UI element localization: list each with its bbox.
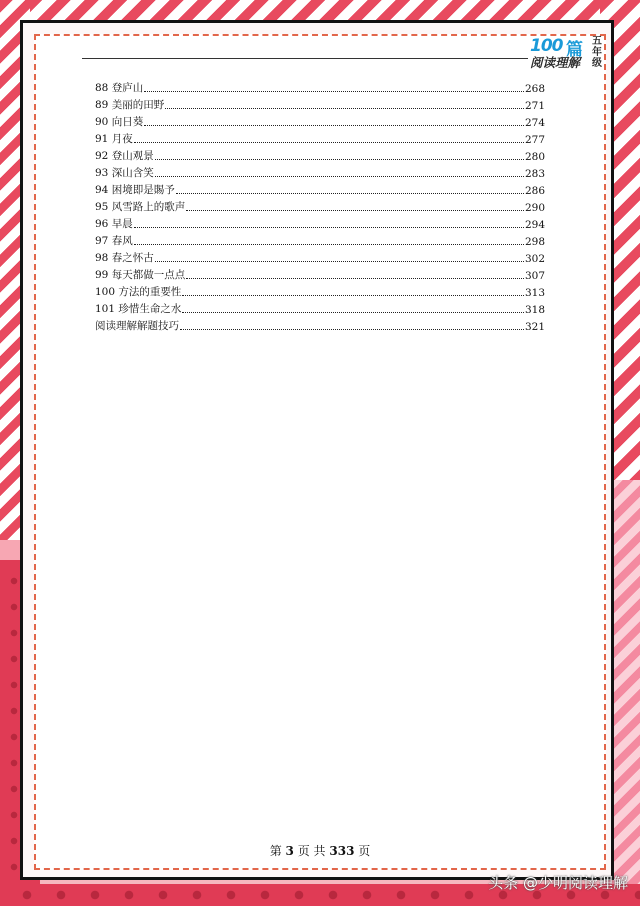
logo-number: 100: [530, 36, 563, 56]
toc-row[interactable]: [95, 248, 545, 265]
toc-title: 92 登山观景: [95, 150, 154, 162]
toc-title: 90 向日葵: [95, 116, 144, 128]
toc-row[interactable]: [95, 180, 545, 197]
toc-row[interactable]: [95, 163, 545, 180]
toc-title: 100 方法的重要性: [95, 286, 182, 298]
toc-title: 88 登庐山: [95, 82, 144, 94]
watermark: 头条 @少明阅读理解: [488, 874, 628, 892]
toc-leader-dots: [155, 176, 524, 177]
toc-title: 99 每天都做一点点: [95, 269, 186, 281]
footer-middle: 页 共: [297, 844, 326, 858]
logo-subtitle: 阅读理解: [530, 55, 581, 70]
toc-row[interactable]: [95, 129, 545, 146]
toc-page-number: 277: [524, 134, 545, 146]
toc-row[interactable]: [95, 214, 545, 231]
toc-leader-dots: [180, 329, 524, 330]
toc-title: 97 春风: [95, 235, 133, 247]
toc-leader-dots: [165, 108, 524, 109]
toc-leader-dots: [182, 295, 524, 296]
logo-grade: 五年级: [592, 36, 602, 69]
toc-leader-dots: [176, 193, 524, 194]
toc-page-number: 318: [524, 304, 545, 316]
toc-leader-dots: [182, 312, 524, 313]
toc-leader-dots: [134, 227, 524, 228]
toc-leader-dots: [144, 91, 524, 92]
footer-prefix: 第: [269, 844, 282, 858]
toc-leader-dots: [134, 142, 524, 143]
toc-page-number: 290: [524, 202, 545, 214]
logo-pian: 篇: [566, 40, 583, 60]
toc-page-number: 298: [524, 236, 545, 248]
toc-leader-dots: [134, 244, 524, 245]
table-of-contents: [95, 78, 545, 333]
toc-page-number: 294: [524, 219, 545, 231]
toc-page-number: 271: [524, 100, 545, 112]
toc-leader-dots: [155, 159, 524, 160]
toc-page-number: 313: [524, 287, 545, 299]
toc-page-number: 307: [524, 270, 545, 282]
toc-row[interactable]: [95, 231, 545, 248]
toc-row[interactable]: [95, 95, 545, 112]
toc-title: 89 美丽的田野: [95, 99, 165, 111]
toc-title: 94 困境即是賜予: [95, 184, 175, 196]
toc-row[interactable]: [95, 316, 545, 333]
toc-leader-dots: [155, 261, 524, 262]
toc-title: 96 早晨: [95, 218, 133, 230]
toc-page-number: 268: [524, 83, 545, 95]
toc-row[interactable]: [95, 282, 545, 299]
toc-row[interactable]: [95, 78, 545, 95]
toc-title: 阅读理解解题技巧: [95, 320, 179, 332]
toc-page-number: 286: [524, 185, 545, 197]
toc-title: 95 风雪路上的歌声: [95, 201, 186, 213]
toc-row[interactable]: [95, 197, 545, 214]
toc-leader-dots: [186, 210, 524, 211]
toc-title: 98 春之怀古: [95, 252, 154, 264]
page-footer: [0, 842, 640, 859]
toc-page-number: 302: [524, 253, 545, 265]
toc-row[interactable]: [95, 112, 545, 129]
footer-current-page: 3: [285, 844, 294, 858]
toc-leader-dots: [186, 278, 524, 279]
toc-page-number: 283: [524, 168, 545, 180]
toc-page-number: 321: [524, 321, 545, 333]
toc-row[interactable]: [95, 146, 545, 163]
toc-page-number: 280: [524, 151, 545, 163]
toc-page-number: 274: [524, 117, 545, 129]
toc-title: 93 深山含笑: [95, 167, 154, 179]
toc-title: 101 珍惜生命之水: [95, 303, 182, 315]
header-rule: [82, 58, 528, 59]
toc-row[interactable]: [95, 265, 545, 282]
book-logo: [530, 36, 606, 70]
toc-title: 91 月夜: [95, 133, 133, 145]
footer-suffix: 页: [358, 844, 371, 858]
toc-leader-dots: [144, 125, 524, 126]
footer-total-pages: 333: [329, 844, 355, 858]
toc-row[interactable]: [95, 299, 545, 316]
